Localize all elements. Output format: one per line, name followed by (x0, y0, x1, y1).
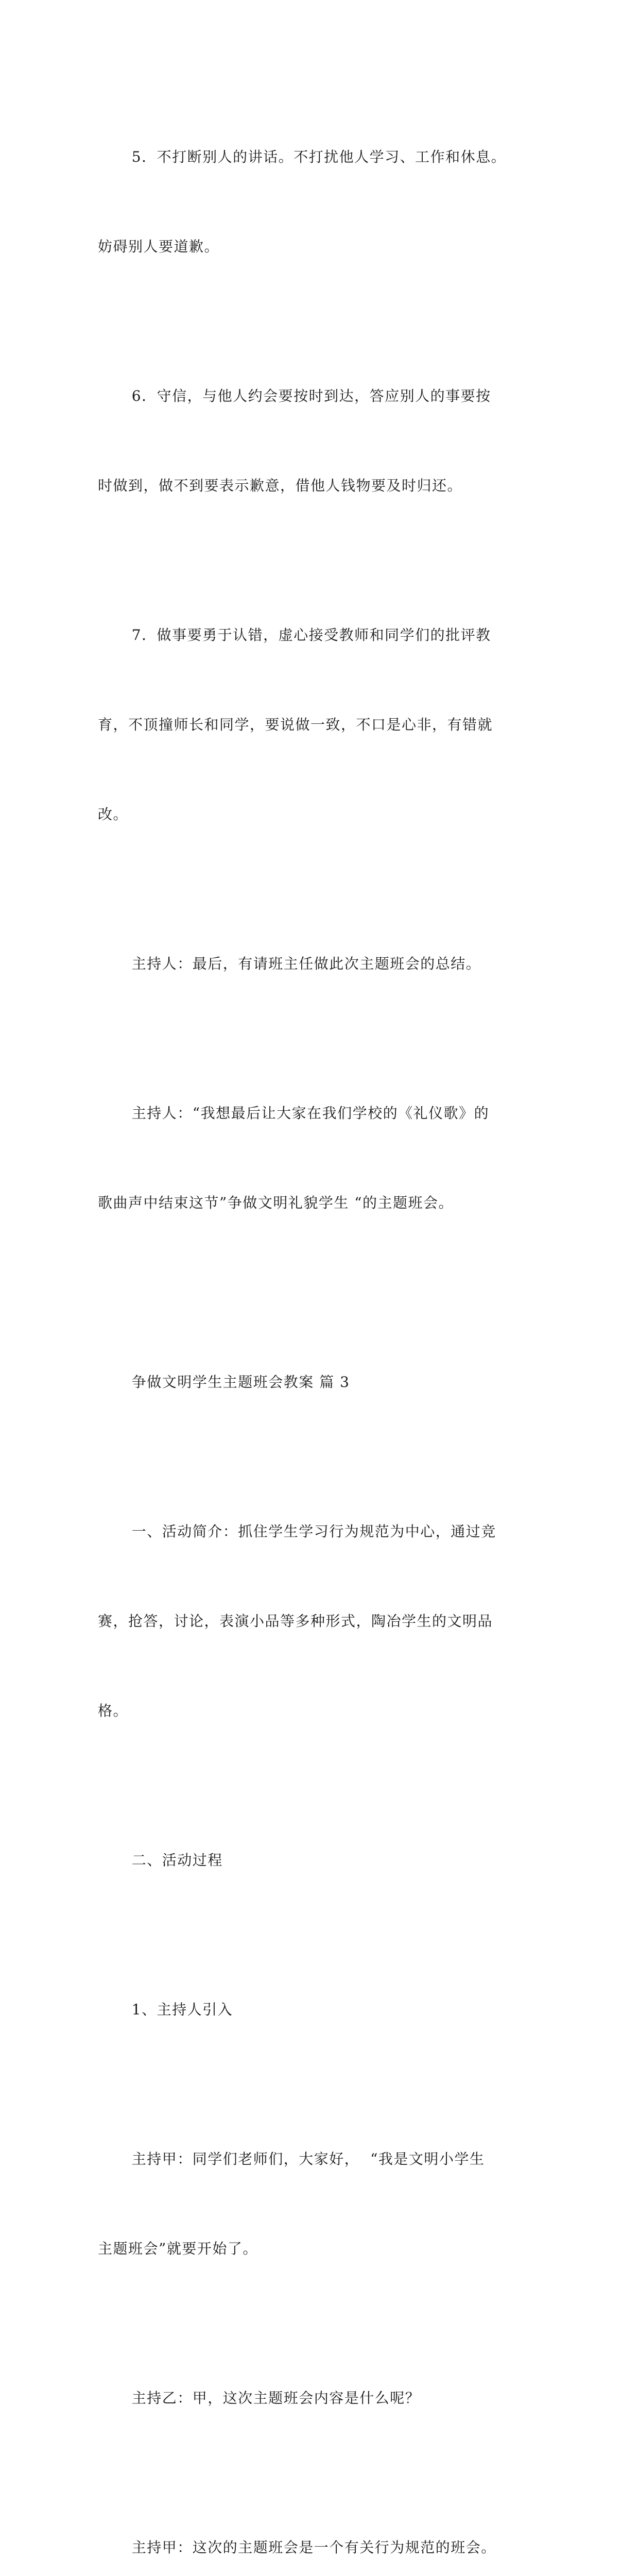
text-line: 主持甲：同学们老师们，大家好， “我是文明小学生 (131, 2150, 485, 2167)
paragraph-rule-7 (98, 561, 542, 889)
paragraph-rule-6 (98, 321, 542, 561)
section-title-text: 争做文明学生主题班会教案 篇 3 (131, 1374, 350, 1391)
text-line: 5．不打断别人的讲话。不打扰他人学习、工作和休息。 (131, 148, 507, 165)
paragraph-host-a-1 (98, 2084, 542, 2324)
text-line: 一、活动简介：抓住学生学习行为规范为中心，通过竞 (131, 1523, 496, 1540)
text-line: 妨碍别人要道歉。 (98, 238, 220, 255)
paragraph-rule-5 (98, 82, 542, 321)
text-line: 育，不顶撞师长和同学，要说做一致，不口是心非，有错就 (98, 716, 493, 733)
text-line: 二、活动过程 (131, 1852, 223, 1869)
paragraph-host-closing (98, 1039, 542, 1278)
text-line: 主持乙：甲，这次主题班会内容是什么呢？ (131, 2389, 421, 2406)
text-line: 格。 (98, 1702, 129, 1719)
section-title (98, 1308, 542, 1457)
document-page (98, 82, 542, 2576)
text-line: 7．做事要勇于认错，虚心接受教师和同学们的批评教 (131, 626, 491, 643)
text-line: 歌曲声中结束这节”争做文明礼貌学生 “的主题班会。 (98, 1194, 454, 1211)
paragraph-host-intro (98, 1935, 542, 2084)
text-line: 主题班会”就要开始了。 (98, 2240, 258, 2257)
text-line: 主持甲：这次的主题班会是一个有关行为规范的班会。 (131, 2539, 496, 2556)
text-line: 赛，抢答，讨论，表演小品等多种形式，陶冶学生的文明品 (98, 1613, 493, 1630)
section-spacer (98, 1278, 542, 1308)
text-line: 主持人：“我想最后让大家在我们学校的《礼仪歌》的 (131, 1105, 490, 1122)
text-line: 主持人：最后，有请班主任做此次主题班会的总结。 (131, 955, 481, 972)
text-line: 时做到，做不到要表示歉意，借他人钱物要及时归还。 (98, 477, 463, 494)
text-line: 1、主持人引入 (131, 2001, 233, 2018)
paragraph-activity-process (98, 1786, 542, 1935)
paragraph-host-b-1 (98, 2324, 542, 2473)
paragraph-host-summary (98, 889, 542, 1039)
paragraph-activity-intro (98, 1457, 542, 1786)
text-line: 改。 (98, 806, 129, 823)
paragraph-host-a-2 (98, 2473, 542, 2576)
text-line: 6．守信，与他人约会要按时到达，答应别人的事要按 (131, 387, 491, 404)
